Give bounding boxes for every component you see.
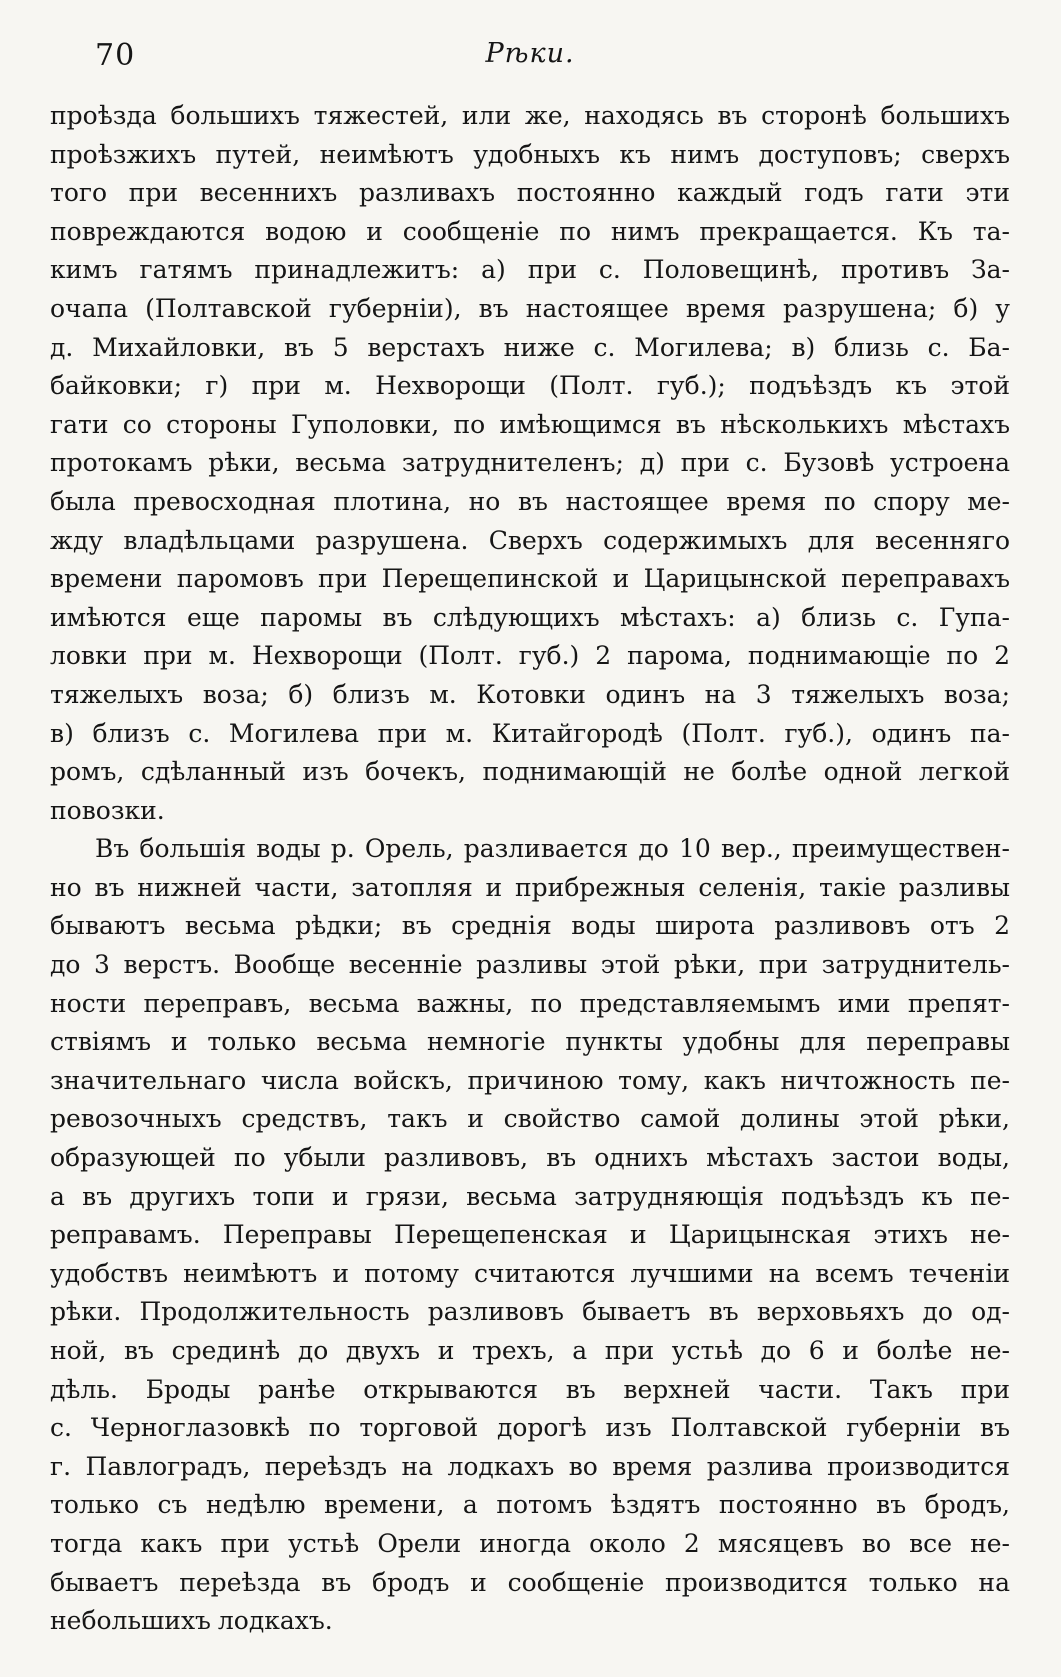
text-line: ной, въ срединѣ до двухъ и трехъ, а при устьѣ до 6 и болѣе не-	[50, 1336, 1010, 1365]
text-line: в) близъ с. Могилева при м. Китайгородѣ (Полт. губ.), одинъ па-	[50, 718, 1010, 748]
text-line: рѣки. Продолжительность разливовъ бываетъ въ верховьяхъ до од-	[50, 1297, 1010, 1327]
text-line: ревозочныхъ средствъ, такъ и свойство самой долины этой рѣки,	[50, 1104, 1010, 1134]
text-line: до 3 верстъ. Вообще весенніе разливы этой рѣки, при затруднитель-	[50, 950, 1010, 980]
text-line: проѣзжихъ путей, неимѣютъ удобныхъ къ нимъ доступовъ; сверхъ	[50, 139, 1010, 169]
text-line: жду владѣльцами разрушена. Сверхъ содержимыхъ для весенняго	[50, 525, 1010, 555]
text-line: имѣются еще паромы въ слѣдующихъ мѣстахъ: а) близь с. Гупа-	[50, 602, 1010, 632]
text-line: ности переправъ, весьма важны, по представляемымъ ими препят-	[50, 988, 1010, 1018]
text-line: г. Павлоградъ, переѣздъ на лодкахъ во время разлива производится	[50, 1451, 1010, 1481]
text-line: Въ большія воды р. Орель, разливается до 10 вер., преимуществен-	[95, 834, 1010, 864]
text-line: образующей по убыли разливовъ, въ однихъ мѣстахъ застои воды,	[50, 1143, 1010, 1173]
text-line: д. Михайловки, въ 5 верстахъ ниже с. Могилева; в) близь с. Ба-	[50, 332, 1010, 362]
text-line: но въ нижней части, затопляя и прибрежныя селенія, такіе разливы	[50, 872, 1010, 902]
text-line: кимъ гатямъ принадлежитъ: а) при с. Половещинѣ, противъ За-	[50, 255, 1010, 285]
text-line: дѣль. Броды ранѣе открываются въ верхней части. Такъ при	[50, 1374, 1010, 1404]
text-line: бываютъ весьма рѣдки; въ среднія воды широта разливовъ отъ 2	[50, 911, 1010, 941]
text-line: только съ недѣлю времени, а потомъ ѣздятъ постоянно въ бродъ,	[50, 1490, 1010, 1520]
text-line: значительнаго числа войскъ, причиною тому, какъ ничтожность пе-	[50, 1065, 1010, 1095]
text-line: очапа (Полтавской губерніи), въ настоящее время разрушена; б) у	[50, 293, 1010, 323]
text-line: была превосходная плотина, но въ настоящее время по спору ме-	[50, 486, 1010, 516]
text-line: проѣзда большихъ тяжестей, или же, находясь въ сторонѣ большихъ	[50, 101, 1010, 130]
page-body	[50, 97, 1010, 1641]
text-line: бываетъ переѣзда въ бродъ и сообщеніе производится только на	[50, 1567, 1010, 1597]
text-line: ствіямъ и только весьма немногіе пункты удобны для переправы	[50, 1027, 1010, 1057]
running-title: Рѣки.	[485, 38, 575, 69]
text-line: тяжелыхъ воза; б) близъ м. Котовки одинъ на 3 тяжелыхъ воза;	[50, 679, 1010, 709]
text-line: а въ другихъ топи и грязи, весьма затрудняющія подъѣздъ къ пе-	[50, 1181, 1010, 1211]
paragraph-1	[50, 97, 1010, 830]
text-line: удобствъ неимѣютъ и потому считаются лучшими на всемъ теченіи	[50, 1258, 1010, 1288]
text-line: ловки при м. Нехворощи (Полт. губ.) 2 парома, поднимающіе по 2	[50, 641, 1010, 671]
text-line: небольшихъ лодкахъ.	[50, 1606, 333, 1636]
page-header	[50, 32, 1010, 78]
paragraph-2	[50, 830, 1010, 1640]
text-line: протокамъ рѣки, весьма затруднителенъ; д) при с. Бузовѣ устроена	[50, 448, 1010, 478]
text-line: ромъ, сдѣланный изъ бочекъ, поднимающій не болѣе одной легкой	[50, 757, 1010, 787]
text-line: байковки; г) при м. Нехворощи (Полт. губ.); подъѣздъ къ этой	[50, 371, 1010, 401]
text-line: повреждаются водою и сообщеніе по нимъ прекращается. Къ та-	[50, 216, 1010, 246]
text-line: повозки.	[50, 795, 165, 825]
text-line: тогда какъ при устьѣ Орели иногда около 2 мясяцевъ во все не-	[50, 1528, 1010, 1558]
text-line: с. Черноглазовкѣ по торговой дорогѣ изъ Полтавской губерніи въ	[50, 1413, 1010, 1443]
text-line: времени паромовъ при Перещепинской и Царицынской переправахъ	[50, 564, 1010, 594]
text-line: гати со стороны Гуполовки, по имѣющимся въ нѣсколькихъ мѣстахъ	[50, 409, 1010, 439]
text-line: того при весеннихъ разливахъ постоянно каждый годъ гати эти	[50, 178, 1010, 208]
page-number: 70	[95, 38, 136, 73]
text-line: реправамъ. Переправы Перещепенская и Царицынская этихъ не-	[50, 1220, 1010, 1250]
